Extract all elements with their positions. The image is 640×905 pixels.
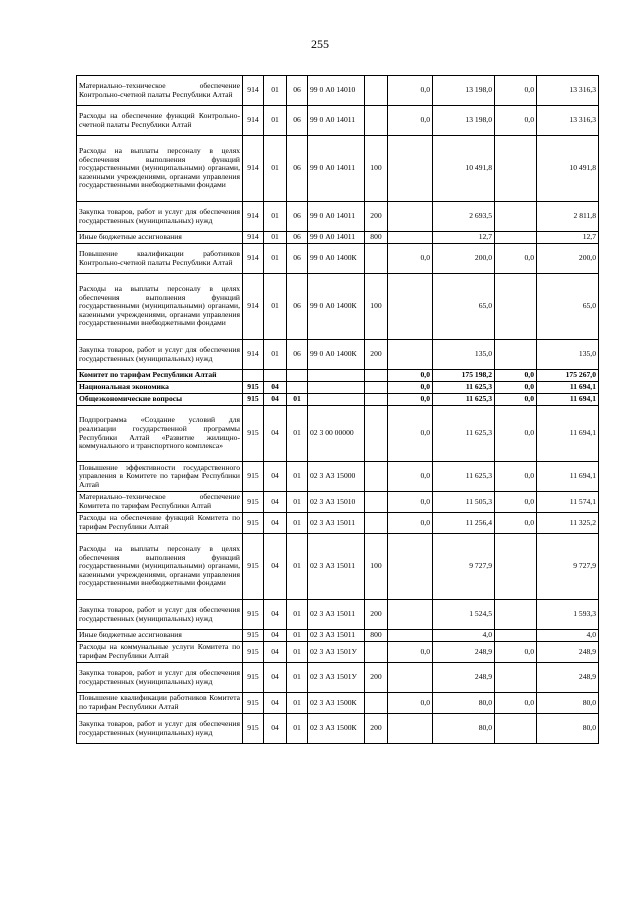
table-row <box>77 406 599 462</box>
row-section: 01 <box>264 274 287 340</box>
row-amount-1: 0,0 <box>388 382 433 394</box>
row-amount-3: 0,0 <box>495 106 537 136</box>
row-section: 04 <box>264 382 287 394</box>
row-amount-4: 248,9 <box>537 642 599 663</box>
row-target-article: 02 3 А3 15000 <box>308 462 365 492</box>
row-amount-4: 13 316,3 <box>537 106 599 136</box>
row-amount-2: 80,0 <box>433 714 495 744</box>
row-subsection: 01 <box>287 600 308 630</box>
row-expense-type <box>365 394 388 406</box>
row-amount-2: 175 198,2 <box>433 370 495 382</box>
row-section: 04 <box>264 693 287 714</box>
row-amount-3: 0,0 <box>495 244 537 274</box>
row-target-article <box>308 370 365 382</box>
row-name: Закупка товаров, работ и услуг для обеспечения государственных (муниципальных) нужд <box>77 714 243 744</box>
row-amount-3: 0,0 <box>495 693 537 714</box>
row-subsection: 01 <box>287 534 308 600</box>
table-row <box>77 106 599 136</box>
row-expense-type <box>365 244 388 274</box>
row-expense-type: 100 <box>365 136 388 202</box>
row-amount-1 <box>388 714 433 744</box>
row-amount-1: 0,0 <box>388 642 433 663</box>
row-expense-type <box>365 106 388 136</box>
row-grbs: 914 <box>243 106 264 136</box>
row-name: Закупка товаров, работ и услуг для обеспечения государственных (муниципальных) нужд <box>77 600 243 630</box>
table-row <box>77 513 599 534</box>
table-row <box>77 370 599 382</box>
row-amount-4: 12,7 <box>537 232 599 244</box>
row-amount-1 <box>388 340 433 370</box>
row-name: Национальная экономика <box>77 382 243 394</box>
row-target-article: 99 0 А0 1400К <box>308 340 365 370</box>
row-grbs: 914 <box>243 202 264 232</box>
row-subsection: 01 <box>287 642 308 663</box>
table-row <box>77 663 599 693</box>
row-target-article: 99 0 А0 14010 <box>308 76 365 106</box>
row-amount-2: 2 693,5 <box>433 202 495 232</box>
row-grbs: 915 <box>243 462 264 492</box>
row-amount-3: 0,0 <box>495 382 537 394</box>
row-section: 01 <box>264 106 287 136</box>
row-name: Комитет по тарифам Республики Алтай <box>77 370 243 382</box>
row-target-article: 02 3 А3 1500К <box>308 714 365 744</box>
row-amount-1: 0,0 <box>388 513 433 534</box>
row-expense-type <box>365 462 388 492</box>
row-amount-2: 13 198,0 <box>433 106 495 136</box>
row-amount-4: 248,9 <box>537 663 599 693</box>
row-amount-3 <box>495 663 537 693</box>
row-target-article: 99 0 А0 14011 <box>308 106 365 136</box>
row-target-article: 02 3 А3 15011 <box>308 534 365 600</box>
table-row <box>77 492 599 513</box>
row-expense-type <box>365 76 388 106</box>
row-target-article: 02 3 А3 1501У <box>308 663 365 693</box>
row-amount-1 <box>388 202 433 232</box>
row-amount-2: 80,0 <box>433 693 495 714</box>
row-grbs: 915 <box>243 600 264 630</box>
row-name: Материально–техническое обеспечение Контрольно-счетной палаты Республики Алтай <box>77 76 243 106</box>
row-amount-4: 10 491,8 <box>537 136 599 202</box>
table-row <box>77 340 599 370</box>
row-section: 04 <box>264 462 287 492</box>
row-amount-2: 1 524,5 <box>433 600 495 630</box>
row-name: Повышение квалификации работников Комитета по тарифам Республики Алтай <box>77 693 243 714</box>
table-row <box>77 693 599 714</box>
row-amount-1: 0,0 <box>388 693 433 714</box>
row-amount-4: 11 574,1 <box>537 492 599 513</box>
row-target-article: 02 3 А3 1500К <box>308 693 365 714</box>
row-expense-type: 200 <box>365 340 388 370</box>
row-amount-3 <box>495 340 537 370</box>
row-expense-type <box>365 382 388 394</box>
row-subsection: 01 <box>287 630 308 642</box>
row-amount-4: 80,0 <box>537 714 599 744</box>
table-row <box>77 714 599 744</box>
row-name: Повышение эффективности государственного управления в Комитете по тарифам Республики Алтай <box>77 462 243 492</box>
row-amount-1: 0,0 <box>388 406 433 462</box>
row-amount-2: 10 491,8 <box>433 136 495 202</box>
row-amount-2: 11 625,3 <box>433 394 495 406</box>
row-amount-4: 1 593,3 <box>537 600 599 630</box>
row-amount-4: 80,0 <box>537 693 599 714</box>
row-amount-4: 175 267,0 <box>537 370 599 382</box>
row-section: 01 <box>264 76 287 106</box>
table-row <box>77 630 599 642</box>
table-row <box>77 274 599 340</box>
row-subsection: 06 <box>287 244 308 274</box>
row-expense-type: 200 <box>365 663 388 693</box>
row-expense-type: 800 <box>365 232 388 244</box>
row-amount-3: 0,0 <box>495 370 537 382</box>
row-section: 04 <box>264 406 287 462</box>
row-target-article: 02 3 А3 15011 <box>308 600 365 630</box>
row-amount-2: 12,7 <box>433 232 495 244</box>
row-amount-1 <box>388 600 433 630</box>
row-subsection: 01 <box>287 394 308 406</box>
row-target-article: 02 3 А3 15011 <box>308 630 365 642</box>
row-expense-type: 200 <box>365 202 388 232</box>
row-expense-type <box>365 693 388 714</box>
row-amount-4: 13 316,3 <box>537 76 599 106</box>
row-amount-3 <box>495 232 537 244</box>
row-name: Общеэкономические вопросы <box>77 394 243 406</box>
row-subsection: 01 <box>287 714 308 744</box>
row-grbs: 915 <box>243 394 264 406</box>
row-target-article: 02 3 А3 15011 <box>308 513 365 534</box>
row-amount-4: 2 811,8 <box>537 202 599 232</box>
row-amount-4: 11 694,1 <box>537 406 599 462</box>
row-subsection: 06 <box>287 106 308 136</box>
row-grbs: 915 <box>243 642 264 663</box>
row-amount-4: 11 694,1 <box>537 462 599 492</box>
row-expense-type <box>365 642 388 663</box>
table-row <box>77 232 599 244</box>
row-amount-3 <box>495 630 537 642</box>
row-name: Иные бюджетные ассигнования <box>77 630 243 642</box>
row-subsection: 06 <box>287 232 308 244</box>
table-row <box>77 600 599 630</box>
row-amount-2: 248,9 <box>433 642 495 663</box>
row-amount-2: 4,0 <box>433 630 495 642</box>
row-section <box>264 370 287 382</box>
row-target-article: 99 0 А0 14011 <box>308 136 365 202</box>
row-name: Расходы на обеспечение функций Контрольно-счетной палаты Республики Алтай <box>77 106 243 136</box>
row-amount-1: 0,0 <box>388 370 433 382</box>
row-section: 04 <box>264 714 287 744</box>
row-section: 04 <box>264 394 287 406</box>
row-amount-1: 0,0 <box>388 462 433 492</box>
row-amount-1 <box>388 136 433 202</box>
row-amount-1 <box>388 630 433 642</box>
row-amount-3: 0,0 <box>495 76 537 106</box>
row-expense-type: 100 <box>365 274 388 340</box>
row-amount-2: 11 505,3 <box>433 492 495 513</box>
row-name: Закупка товаров, работ и услуг для обеспечения государственных (муниципальных) нужд <box>77 340 243 370</box>
row-amount-2: 13 198,0 <box>433 76 495 106</box>
row-section: 04 <box>264 630 287 642</box>
row-amount-3: 0,0 <box>495 492 537 513</box>
row-section: 04 <box>264 642 287 663</box>
row-target-article: 99 0 А0 14011 <box>308 202 365 232</box>
row-amount-1 <box>388 663 433 693</box>
row-amount-1: 0,0 <box>388 244 433 274</box>
row-target-article: 99 0 А0 1400К <box>308 274 365 340</box>
row-amount-4: 200,0 <box>537 244 599 274</box>
row-grbs: 915 <box>243 630 264 642</box>
row-amount-4: 9 727,9 <box>537 534 599 600</box>
row-amount-3 <box>495 714 537 744</box>
row-amount-2: 248,9 <box>433 663 495 693</box>
row-expense-type: 200 <box>365 600 388 630</box>
row-name: Закупка товаров, работ и услуг для обеспечения государственных (муниципальных) нужд <box>77 663 243 693</box>
row-grbs: 914 <box>243 232 264 244</box>
row-amount-2: 135,0 <box>433 340 495 370</box>
row-expense-type: 100 <box>365 534 388 600</box>
page-number: 255 <box>311 37 329 51</box>
row-amount-4: 11 694,1 <box>537 382 599 394</box>
row-section: 04 <box>264 663 287 693</box>
row-section: 04 <box>264 600 287 630</box>
row-amount-1: 0,0 <box>388 106 433 136</box>
row-name: Расходы на коммунальные услуги Комитета по тарифам Республики Алтай <box>77 642 243 663</box>
row-target-article: 02 3 00 00000 <box>308 406 365 462</box>
row-grbs: 915 <box>243 534 264 600</box>
row-expense-type <box>365 406 388 462</box>
row-amount-1 <box>388 232 433 244</box>
row-amount-3: 0,0 <box>495 394 537 406</box>
row-section: 04 <box>264 492 287 513</box>
row-grbs <box>243 370 264 382</box>
row-grbs: 914 <box>243 244 264 274</box>
row-amount-3 <box>495 136 537 202</box>
row-name: Закупка товаров, работ и услуг для обеспечения государственных (муниципальных) нужд <box>77 202 243 232</box>
row-name: Расходы на выплаты персоналу в целях обеспечения выполнения функций государственными (муниципальными) органами, казенными учреждениями, органами управления государственными внебюджетными фондами <box>77 534 243 600</box>
row-grbs: 914 <box>243 340 264 370</box>
row-section: 01 <box>264 202 287 232</box>
row-subsection <box>287 382 308 394</box>
row-subsection: 01 <box>287 492 308 513</box>
table-row <box>77 76 599 106</box>
row-amount-2: 11 256,4 <box>433 513 495 534</box>
row-amount-2: 200,0 <box>433 244 495 274</box>
table-row <box>77 462 599 492</box>
row-amount-2: 9 727,9 <box>433 534 495 600</box>
row-name: Повышение квалификации работников Контрольно-счетной палаты Республики Алтай <box>77 244 243 274</box>
row-amount-1: 0,0 <box>388 492 433 513</box>
row-expense-type: 200 <box>365 714 388 744</box>
row-amount-4: 135,0 <box>537 340 599 370</box>
row-subsection: 06 <box>287 136 308 202</box>
row-target-article <box>308 394 365 406</box>
row-subsection: 06 <box>287 202 308 232</box>
row-subsection: 06 <box>287 76 308 106</box>
row-amount-3 <box>495 202 537 232</box>
row-amount-1: 0,0 <box>388 76 433 106</box>
row-name: Иные бюджетные ассигнования <box>77 232 243 244</box>
row-section: 04 <box>264 513 287 534</box>
row-grbs: 915 <box>243 406 264 462</box>
row-expense-type <box>365 492 388 513</box>
row-name: Расходы на выплаты персоналу в целях обеспечения выполнения функций государственными (муниципальными) органами, казенными учреждениями, органами управления государственными внебюджетными фондами <box>77 274 243 340</box>
row-name: Подпрограмма «Создание условий для реализации государственной программы Республики Алтай «Развитие жилищно-коммунального и транспортного комплекса» <box>77 406 243 462</box>
row-amount-3 <box>495 274 537 340</box>
row-name: Расходы на обеспечение функций Комитета по тарифам Республики Алтай <box>77 513 243 534</box>
table-row <box>77 202 599 232</box>
row-subsection: 01 <box>287 663 308 693</box>
row-amount-2: 11 625,3 <box>433 382 495 394</box>
row-amount-2: 11 625,3 <box>433 406 495 462</box>
table-row <box>77 382 599 394</box>
row-amount-1 <box>388 534 433 600</box>
row-target-article: 02 3 А3 1501У <box>308 642 365 663</box>
row-target-article: 99 0 А0 1400К <box>308 244 365 274</box>
row-name: Расходы на выплаты персоналу в целях обеспечения выполнения функций государственными (муниципальными) органами, казенными учреждениями, органами управления государственными внебюджетными фондами <box>77 136 243 202</box>
row-expense-type <box>365 370 388 382</box>
row-expense-type: 800 <box>365 630 388 642</box>
row-amount-3: 0,0 <box>495 642 537 663</box>
row-amount-3: 0,0 <box>495 406 537 462</box>
row-target-article: 99 0 А0 14011 <box>308 232 365 244</box>
row-grbs: 914 <box>243 136 264 202</box>
row-amount-4: 4,0 <box>537 630 599 642</box>
row-grbs: 915 <box>243 714 264 744</box>
row-subsection: 01 <box>287 462 308 492</box>
row-grbs: 915 <box>243 663 264 693</box>
budget-table <box>76 75 599 744</box>
row-subsection <box>287 370 308 382</box>
row-grbs: 914 <box>243 274 264 340</box>
row-section: 01 <box>264 244 287 274</box>
row-subsection: 01 <box>287 406 308 462</box>
table-row <box>77 244 599 274</box>
row-grbs: 915 <box>243 492 264 513</box>
row-grbs: 915 <box>243 693 264 714</box>
row-amount-3 <box>495 534 537 600</box>
row-amount-2: 65,0 <box>433 274 495 340</box>
row-subsection: 01 <box>287 513 308 534</box>
row-amount-1: 0,0 <box>388 394 433 406</box>
table-row <box>77 394 599 406</box>
row-subsection: 06 <box>287 340 308 370</box>
row-amount-4: 11 325,2 <box>537 513 599 534</box>
row-amount-2: 11 625,3 <box>433 462 495 492</box>
row-name: Материально–техническое обеспечение Комитета по тарифам Республики Алтай <box>77 492 243 513</box>
row-section: 01 <box>264 136 287 202</box>
row-expense-type <box>365 513 388 534</box>
table-row <box>77 534 599 600</box>
row-subsection: 01 <box>287 693 308 714</box>
row-target-article <box>308 382 365 394</box>
row-amount-4: 11 694,1 <box>537 394 599 406</box>
row-amount-3 <box>495 600 537 630</box>
row-grbs: 915 <box>243 513 264 534</box>
row-amount-4: 65,0 <box>537 274 599 340</box>
row-section: 01 <box>264 232 287 244</box>
row-target-article: 02 3 А3 15010 <box>308 492 365 513</box>
row-amount-3: 0,0 <box>495 462 537 492</box>
row-amount-3: 0,0 <box>495 513 537 534</box>
row-subsection: 06 <box>287 274 308 340</box>
row-section: 01 <box>264 340 287 370</box>
table-row <box>77 642 599 663</box>
row-grbs: 914 <box>243 76 264 106</box>
table-row <box>77 136 599 202</box>
row-section: 04 <box>264 534 287 600</box>
row-amount-1 <box>388 274 433 340</box>
row-grbs: 915 <box>243 382 264 394</box>
